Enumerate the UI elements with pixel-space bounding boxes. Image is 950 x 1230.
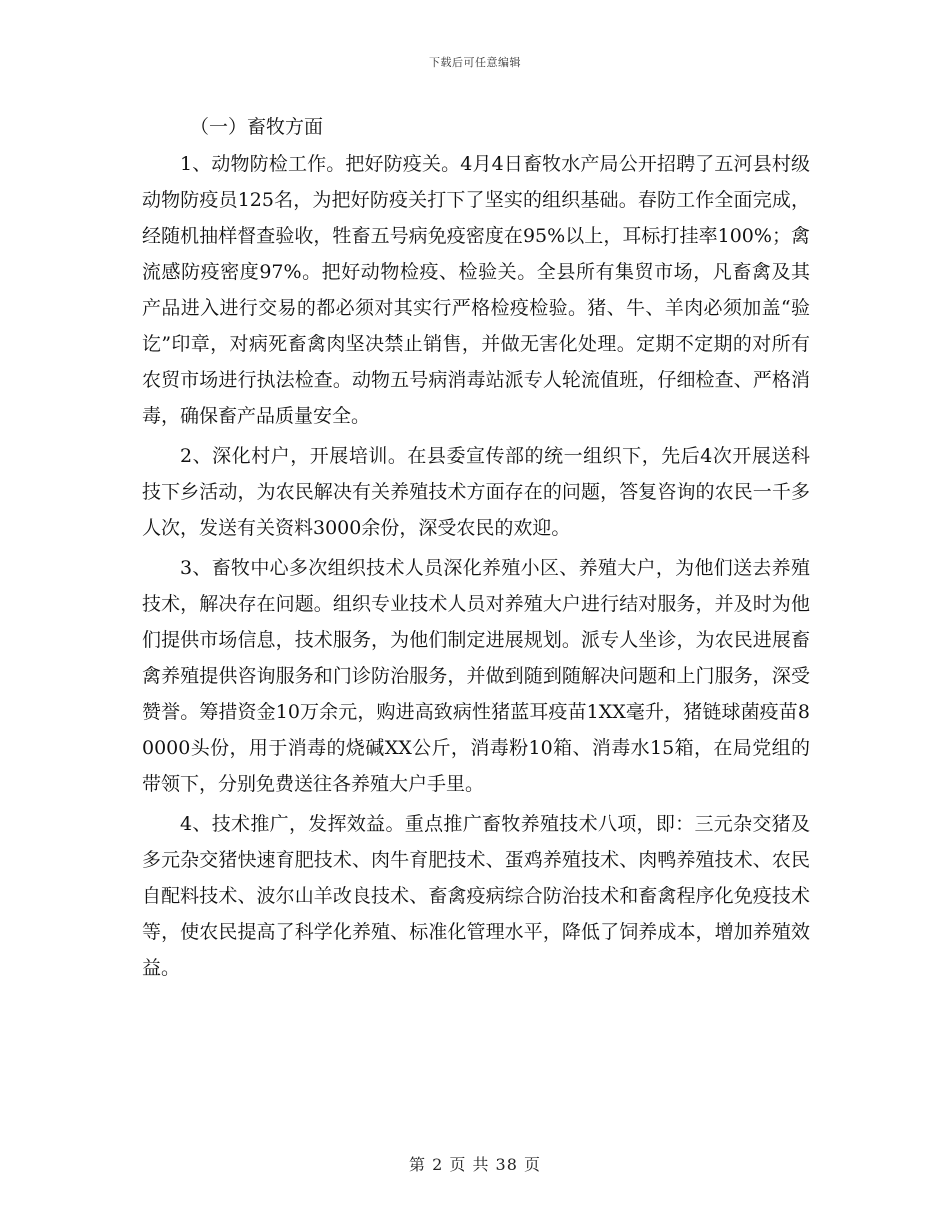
paragraph-3: 3、畜牧中心多次组织技术人员深化养殖小区、养殖大户，为他们送去养殖技术，解决存在问题。组织专业技术人员对养殖大户进行结对服务，并及时为他们提供市场信息，技术服务，为他们制定进展规划。派专人坐诊，为农民进展畜禽养殖提供咨询服务和门诊防治服务，并做到随到随解决问题和上门服务，深受赞誉。筹措资金10万余元，购进高致病性猪蓝耳疫苗1XX毫升，猪链球菌疫苗80000头份，用于消毒的烧碱XX公斤，消毒粉10箱、消毒水15箱，在局党组的带领下，分别免费送往各养殖大户手里。 bbox=[142, 557, 810, 795]
paragraph-2: 2、深化村户，开展培训。在县委宣传部的统一组织下，先后4次开展送科技下乡活动，为农民解决有关养殖技术方面存在的问题，答复咨询的农民一千多人次，发送有关资料3000余份，深受农民的欢迎。 bbox=[142, 445, 810, 539]
paragraph-4: 4、技术推广，发挥效益。重点推广畜牧养殖技术八项，即：三元杂交猪及多元杂交猪快速育肥技术、肉牛育肥技术、蛋鸡养殖技术、肉鸭养殖技术、农民自配料技术、波尔山羊改良技术、畜禽疫病综合防治技术和畜禽程序化免疫技术等，使农民提高了科学化养殖、标准化管理水平，降低了饲养成本，增加养殖效益。 bbox=[142, 813, 810, 979]
document-body bbox=[142, 108, 810, 986]
page-header: 下载后可任意编辑 bbox=[429, 56, 521, 69]
paragraph-1: 1、动物防检工作。把好防疫关。4月4日畜牧水产局公开招聘了五河县村级动物防疫员125名，为把好防疫关打下了坚实的组织基础。春防工作全面完成，经随机抽样督查验收，牲畜五号病免疫密度在95%以上，耳标打挂率100%；禽流感防疫密度97%。把好动物检疫、检验关。全县所有集贸市场，凡畜禽及其产品进入进行交易的都必须对其实行严格检疫检验。猪、牛、羊肉必须加盖“验讫”印章，对病死畜禽肉坚决禁止销售，并做无害化处理。定期不定期的对所有农贸市场进行执法检查。动物五号病消毒站派专人轮流值班，仔细检查、严格消毒，确保畜产品质量安全。 bbox=[142, 153, 810, 427]
page-number-footer: 第 2 页 共 38 页 bbox=[409, 1155, 541, 1174]
section-heading: （一）畜牧方面 bbox=[190, 116, 324, 138]
